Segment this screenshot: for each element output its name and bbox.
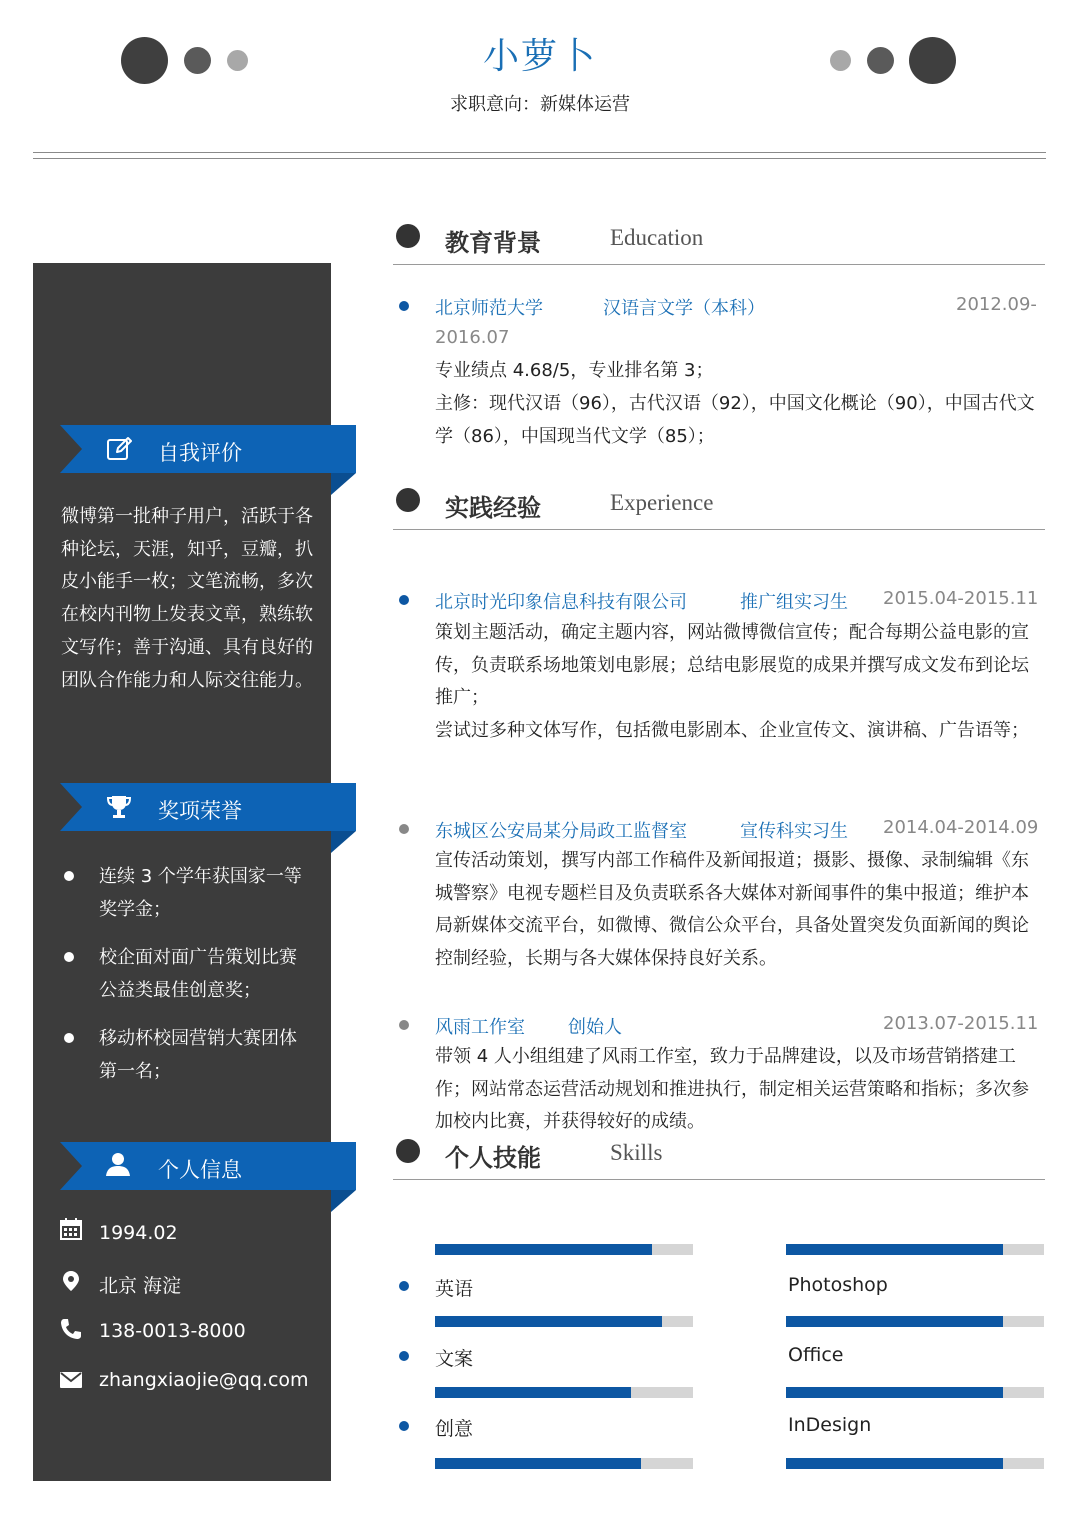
- skill-bar-fill: [435, 1244, 652, 1255]
- self-eval-text: 微博第一批种子用户，活跃于各种论坛，天涯，知乎，豆瓣，扒皮小能手一枚；文笔流畅，多次在校内刊物上发表文章，熟练软文写作；善于沟通、具有良好的团队合作能力和人际交往能力。: [61, 506, 313, 691]
- phone: 138-0013-8000: [99, 1320, 246, 1342]
- school-name: 北京师范大学: [435, 298, 543, 319]
- skills-title-en: Skills: [610, 1140, 663, 1165]
- section-bullet: [396, 488, 420, 512]
- mail-icon: [60, 1369, 82, 1391]
- job-intent: 求职意向：新媒体运营: [450, 94, 630, 115]
- exp-date: 2014.04-2014.09: [883, 817, 1039, 838]
- skill-bar: [435, 1458, 693, 1469]
- email: zhangxiaojie@qq.com: [99, 1369, 309, 1391]
- exp-date: 2013.07-2015.11: [883, 1013, 1039, 1034]
- award-bullet: [64, 871, 74, 881]
- skill-bar-fill: [435, 1387, 631, 1398]
- skills-title: 个人技能: [445, 1144, 541, 1172]
- skill-bar-fill: [786, 1244, 1003, 1255]
- awards-title: 奖项荣誉: [158, 799, 242, 823]
- edit-icon: [105, 435, 133, 463]
- location: 北京 海淀: [99, 1275, 182, 1297]
- exp-org: 北京时光印象信息科技有限公司: [435, 592, 687, 613]
- exp-role: 宣传科实习生: [740, 821, 848, 842]
- award-item: 连续 3 个学年获国家一等奖学金；: [99, 866, 302, 920]
- phone-icon: [60, 1318, 82, 1340]
- exp-role: 推广组实习生: [740, 592, 848, 613]
- header-divider-top: [33, 152, 1046, 153]
- candidate-name: 小萝卜: [482, 36, 597, 77]
- exp-org: 东城区公安局某分局政工监督室: [435, 821, 687, 842]
- section-divider: [393, 529, 1045, 530]
- section-bullet: [396, 1139, 420, 1163]
- header-divider-bottom: [33, 158, 1046, 159]
- section-divider: [393, 1179, 1045, 1180]
- location-pin-icon: [60, 1270, 82, 1292]
- exp-desc: 策划主题活动，确定主题内容，网站微博微信宣传；配合每期公益电影的宣传，负责联系场地策划电影展；总结电影展览的成果并撰写成文发布到论坛推广；: [435, 622, 1029, 709]
- education-title: 教育背景: [445, 229, 541, 257]
- skill-name: 英语: [435, 1278, 474, 1300]
- major: 汉语言文学（本科）: [603, 298, 765, 319]
- skill-name: Office: [788, 1344, 844, 1366]
- skill-bar-fill: [435, 1458, 641, 1469]
- skill-bar: [435, 1316, 693, 1327]
- trophy-icon: [105, 793, 133, 821]
- personal-title: 个人信息: [158, 1158, 242, 1182]
- edu-gpa: 专业绩点 4.68/5，专业排名第 3；: [435, 360, 714, 381]
- exp-desc: 尝试过多种文体写作，包括微电影剧本、企业宣传文、演讲稿、广告语等；: [435, 720, 1029, 741]
- user-icon: [105, 1151, 133, 1179]
- item-bullet: [399, 595, 409, 605]
- exp-role: 创始人: [568, 1017, 622, 1038]
- skill-bullet: [399, 1281, 409, 1291]
- exp-org: 风雨工作室: [435, 1017, 525, 1038]
- skill-bar: [435, 1244, 693, 1255]
- experience-title-en: Experience: [610, 490, 714, 515]
- skill-name: 创意: [435, 1418, 474, 1440]
- exp-desc: 宣传活动策划，撰写内部工作稿件及新闻报道；摄影、摄像、录制编辑《东城警察》电视专题栏目及负责联系各大媒体对新闻事件的集中报道；维护本局新媒体交流平台，如微博、微信公众平台，具备处置突发负面新闻的舆论控制经验，长期与各大媒体保持良好关系。: [435, 850, 1029, 970]
- skill-bar: [786, 1316, 1044, 1327]
- award-item: 校企面对面广告策划比赛公益类最佳创意奖；: [99, 947, 297, 1001]
- edu-date-start: 2012.09-: [956, 294, 1037, 315]
- birth-date: 1994.02: [99, 1222, 178, 1244]
- edu-courses: 主修：现代汉语（96），古代汉语（92），中国文化概论（90），中国古代文学（86），中国现当代文学（85）；: [435, 393, 1035, 447]
- skill-bar-fill: [786, 1387, 1003, 1398]
- education-title-en: Education: [610, 225, 704, 250]
- skill-name: 文案: [435, 1348, 474, 1370]
- skill-bar-fill: [786, 1458, 1003, 1469]
- calendar-icon: [60, 1218, 82, 1240]
- item-bullet: [399, 824, 409, 834]
- exp-date: 2015.04-2015.11: [883, 588, 1039, 609]
- skill-bar: [786, 1458, 1044, 1469]
- item-bullet: [399, 301, 409, 311]
- skill-name: Photoshop: [788, 1274, 888, 1296]
- ribbon-fold: [331, 1190, 356, 1212]
- award-bullet: [64, 952, 74, 962]
- section-bullet: [396, 224, 420, 248]
- edu-date-end: 2016.07: [435, 327, 510, 348]
- self-eval-title: 自我评价: [158, 441, 242, 465]
- skill-bar: [786, 1244, 1044, 1255]
- skill-bar-fill: [435, 1316, 662, 1327]
- skill-bullet: [399, 1351, 409, 1361]
- skill-bar: [435, 1387, 693, 1398]
- ribbon-fold: [331, 831, 356, 853]
- skill-bar: [786, 1387, 1044, 1398]
- award-item: 移动杯校园营销大赛团体第一名；: [99, 1028, 297, 1082]
- skill-name: InDesign: [788, 1414, 872, 1436]
- ribbon-fold: [331, 473, 356, 495]
- skill-bullet: [399, 1421, 409, 1431]
- award-bullet: [64, 1033, 74, 1043]
- section-divider: [393, 264, 1045, 265]
- exp-desc: 带领 4 人小组组建了风雨工作室，致力于品牌建设，以及市场营销搭建工作；网站常态运营活动规划和推进执行，制定相关运营策略和指标；多次参加校内比赛，并获得较好的成绩。: [435, 1046, 1029, 1133]
- item-bullet: [399, 1020, 409, 1030]
- skill-bar-fill: [786, 1316, 1003, 1327]
- experience-title: 实践经验: [445, 494, 541, 522]
